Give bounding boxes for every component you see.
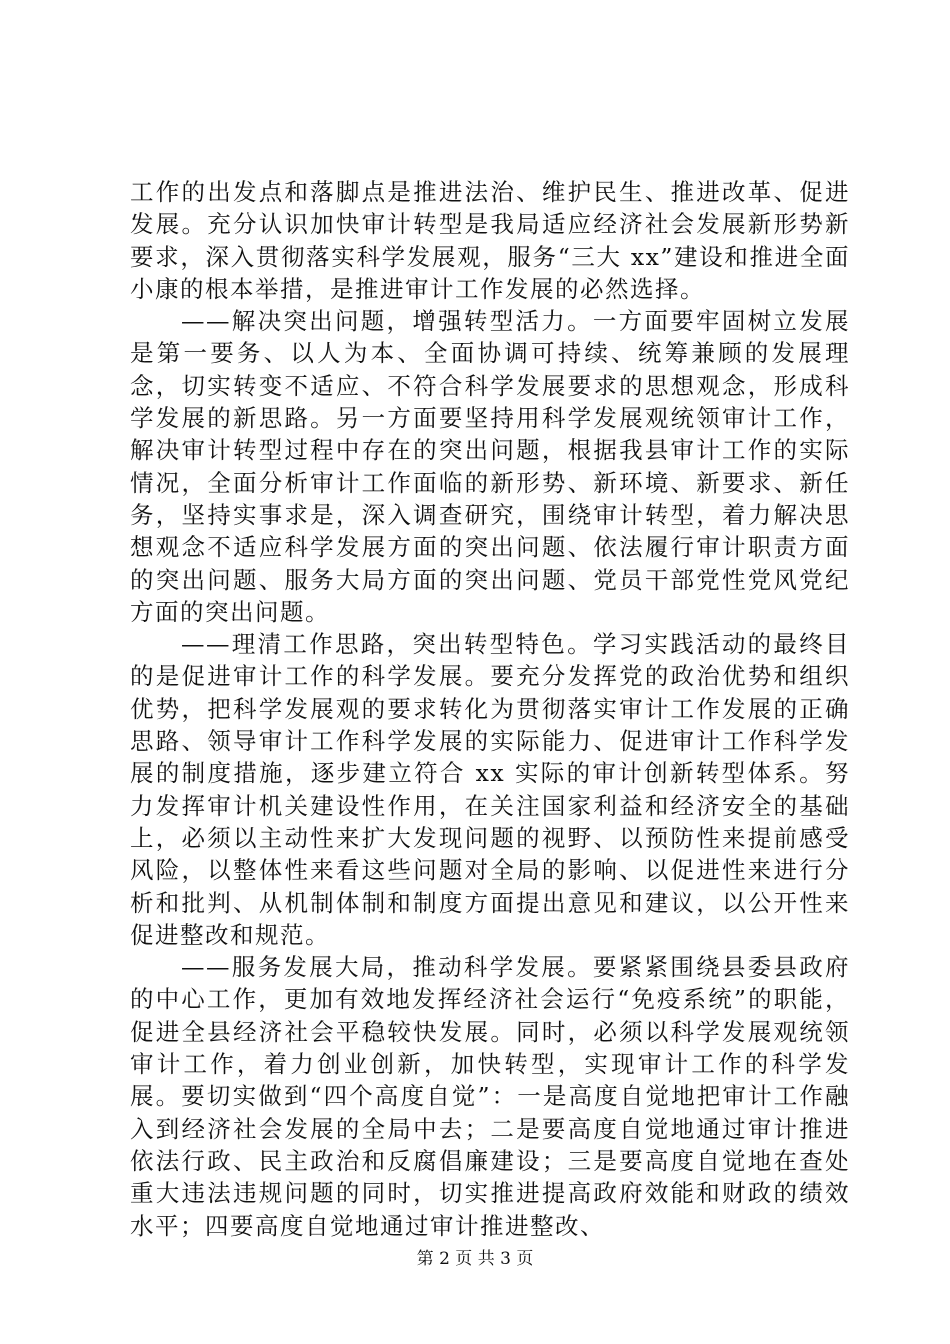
paragraph-4: ——服务发展大局，推动科学发展。要紧紧围绕县委县政府的中心工作，更加有效地发挥经济社会运行“免疫系统”的职能，促进全县经济社会平稳较快发展。同时，必须以科学发展观统领审计工作，着力创业创新，加快转型，实现审计工作的科学发展。要切实做到“四个高度自觉”：一是高度自觉地把审计工作融入到经济社会发展的全局中去；二是要高度自觉地通过审计推进依法行政、民主政治和反腐倡廉建设；三是要高度自觉地在查处重大违法违规问题的同时，切实推进提高政府效能和财政的绩效水平；四要高度自觉地通过审计推进整改、 xyxy=(130,953,850,1240)
paragraph-3: ——理清工作思路，突出转型特色。学习实践活动的最终目的是促进审计工作的科学发展。要充分发挥党的政治优势和组织优势，把科学发展观的要求转化为贯彻落实审计工作发展的正确思路、领导审计工作科学发展的实际能力、促进审计工作科学发展的制度措施，逐步建立符合 xx 实际的审计创新转型体系。努力发挥审计机关建设性作用，在关注国家利益和经济安全的基础上，必须以主动性来扩大发现问题的视野、以预防性来提前感受风险，以整体性来看这些问题对全局的影响、以促进性来进行分析和批判、从机制体制和制度方面提出意见和建议，以公开性来促进整改和规范。 xyxy=(130,630,850,949)
paragraph-1: 工作的出发点和落脚点是推进法治、维护民生、推进改革、促进发展。充分认识加快审计转型是我局适应经济社会发展新形势新要求，深入贯彻落实科学发展观，服务“三大 xx”建设和推进全面小康的根本举措，是推进审计工作发展的必然选择。 xyxy=(130,178,850,303)
paragraph-2: ——解决突出问题，增强转型活力。一方面要牢固树立发展是第一要务、以人为本、全面协调可持续、统筹兼顾的发展理念，切实转变不适应、不符合科学发展要求的思想观念，形成科学发展的新思路。另一方面要坚持用科学发展观统领审计工作，解决审计转型过程中存在的突出问题，根据我县审计工作的实际情况，全面分析审计工作面临的新形势、新环境、新要求、新任务，坚持实事求是，深入调查研究，围绕审计转型，着力解决思想观念不适应科学发展方面的突出问题、依法履行审计职责方面的突出问题、服务大局方面的突出问题、党员干部党性党风党纪方面的突出问题。 xyxy=(130,307,850,626)
document-body xyxy=(130,176,850,1242)
page-footer: 第 2 页 共 3 页 xyxy=(416,1249,534,1269)
